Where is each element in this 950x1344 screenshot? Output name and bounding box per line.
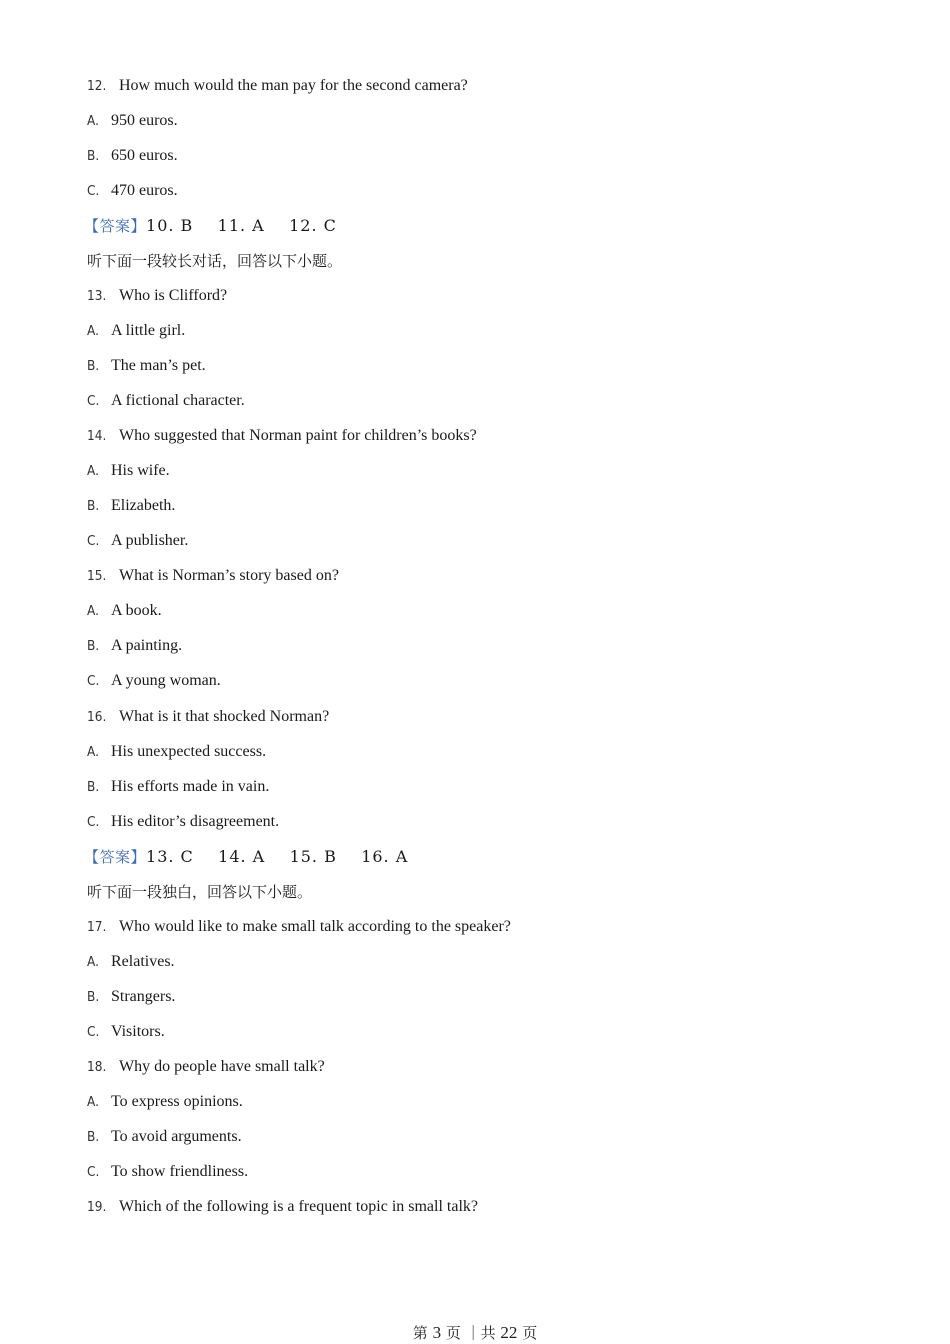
option-text: A young woman.	[111, 672, 221, 689]
option-a	[87, 459, 170, 483]
question-number: 13.	[87, 288, 107, 304]
option-b	[87, 144, 178, 168]
option-text: A book.	[111, 602, 162, 619]
question-17	[87, 915, 511, 939]
page-footer	[0, 1322, 950, 1344]
option-letter: A.	[87, 323, 99, 339]
option-letter: B.	[87, 989, 100, 1005]
option-text: Elizabeth.	[111, 497, 176, 514]
option-c	[87, 669, 221, 693]
option-text: A painting.	[111, 637, 183, 654]
option-c	[87, 1160, 248, 1184]
option-c	[87, 529, 188, 553]
option-text: Strangers.	[111, 988, 176, 1005]
option-text: His unexpected success.	[111, 743, 267, 760]
option-letter: B.	[87, 779, 100, 795]
option-b	[87, 634, 182, 658]
option-text: Relatives.	[111, 953, 175, 970]
question-14	[87, 424, 477, 448]
option-b	[87, 354, 206, 378]
question-13	[87, 284, 227, 308]
option-text: 950 euros.	[111, 112, 178, 129]
option-c	[87, 810, 279, 834]
option-c	[87, 389, 245, 413]
option-letter: A.	[87, 954, 99, 970]
question-number: 12.	[87, 78, 107, 94]
option-b	[87, 775, 269, 799]
option-text: His wife.	[111, 462, 170, 479]
option-letter: B.	[87, 498, 100, 514]
option-letter: B.	[87, 148, 100, 164]
option-letter: A.	[87, 744, 99, 760]
option-letter: C.	[87, 1024, 100, 1040]
option-letter: A.	[87, 113, 99, 129]
answer-line	[84, 845, 408, 869]
question-number: 15.	[87, 568, 107, 584]
answer-tag: 【答案】	[84, 217, 147, 235]
answer-line	[84, 214, 337, 238]
option-b	[87, 494, 175, 518]
question-number: 17.	[87, 919, 107, 935]
option-text: His efforts made in vain.	[111, 778, 270, 795]
option-text: Visitors.	[111, 1023, 165, 1040]
question-text: Which of the following is a frequent topic in small talk?	[119, 1198, 479, 1215]
question-text: What is Norman’s story based on?	[119, 567, 339, 584]
footer-suffix: 页	[522, 1324, 538, 1342]
option-letter: C.	[87, 1164, 100, 1180]
option-letter: B.	[87, 638, 100, 654]
section-direction: 听下面一段独白，回答以下小题。	[87, 883, 313, 901]
option-text: The man’s pet.	[111, 357, 206, 374]
option-letter: C.	[87, 183, 100, 199]
option-b	[87, 1125, 242, 1149]
question-text: Who is Clifford?	[119, 287, 228, 304]
option-text: A little girl.	[111, 322, 186, 339]
option-a	[87, 740, 266, 764]
option-text: To express opinions.	[111, 1093, 243, 1110]
question-19	[87, 1195, 478, 1219]
option-b	[87, 985, 175, 1009]
question-text: How much would the man pay for the second camera?	[119, 77, 468, 94]
answer-values: 10. B 11. A 12. C	[146, 216, 337, 235]
question-number: 18.	[87, 1059, 107, 1075]
option-letter: C.	[87, 533, 100, 549]
answer-values: 13. C 14. A 15. B 16. A	[146, 847, 409, 866]
question-number: 16.	[87, 709, 107, 725]
section-direction: 听下面一段较长对话，回答以下小题。	[87, 252, 343, 270]
option-letter: A.	[87, 603, 99, 619]
question-number: 19.	[87, 1199, 107, 1215]
question-18	[87, 1055, 325, 1079]
question-text: What is it that shocked Norman?	[119, 708, 330, 725]
option-text: To avoid arguments.	[111, 1128, 242, 1145]
option-letter: A.	[87, 463, 99, 479]
question-text: Who suggested that Norman paint for children’s books?	[119, 427, 477, 444]
question-15	[87, 564, 339, 588]
option-text: To show friendliness.	[111, 1163, 249, 1180]
footer-prefix: 第	[412, 1324, 428, 1342]
page-number: 3	[432, 1323, 442, 1342]
question-16	[87, 705, 329, 729]
question-number: 14.	[87, 428, 107, 444]
option-letter: B.	[87, 1129, 100, 1145]
option-a	[87, 599, 162, 623]
option-c	[87, 179, 178, 203]
question-text: Who would like to make small talk according to the speaker?	[119, 918, 511, 935]
option-letter: A.	[87, 1094, 99, 1110]
option-a	[87, 319, 185, 343]
answer-tag: 【答案】	[84, 848, 147, 866]
option-c	[87, 1020, 165, 1044]
total-pages: 22	[500, 1323, 518, 1342]
option-a	[87, 109, 178, 133]
footer-separator: 页 ｜共	[445, 1324, 496, 1342]
option-letter: C.	[87, 814, 100, 830]
question-text: Why do people have small talk?	[119, 1058, 325, 1075]
option-text: His editor’s disagreement.	[111, 813, 280, 830]
option-letter: B.	[87, 358, 100, 374]
option-a	[87, 1090, 243, 1114]
option-letter: C.	[87, 673, 100, 689]
option-a	[87, 950, 175, 974]
option-letter: C.	[87, 393, 100, 409]
option-text: 470 euros.	[111, 182, 178, 199]
question-12	[87, 74, 468, 98]
option-text: 650 euros.	[111, 147, 178, 164]
option-text: A fictional character.	[111, 392, 245, 409]
option-text: A publisher.	[111, 532, 189, 549]
